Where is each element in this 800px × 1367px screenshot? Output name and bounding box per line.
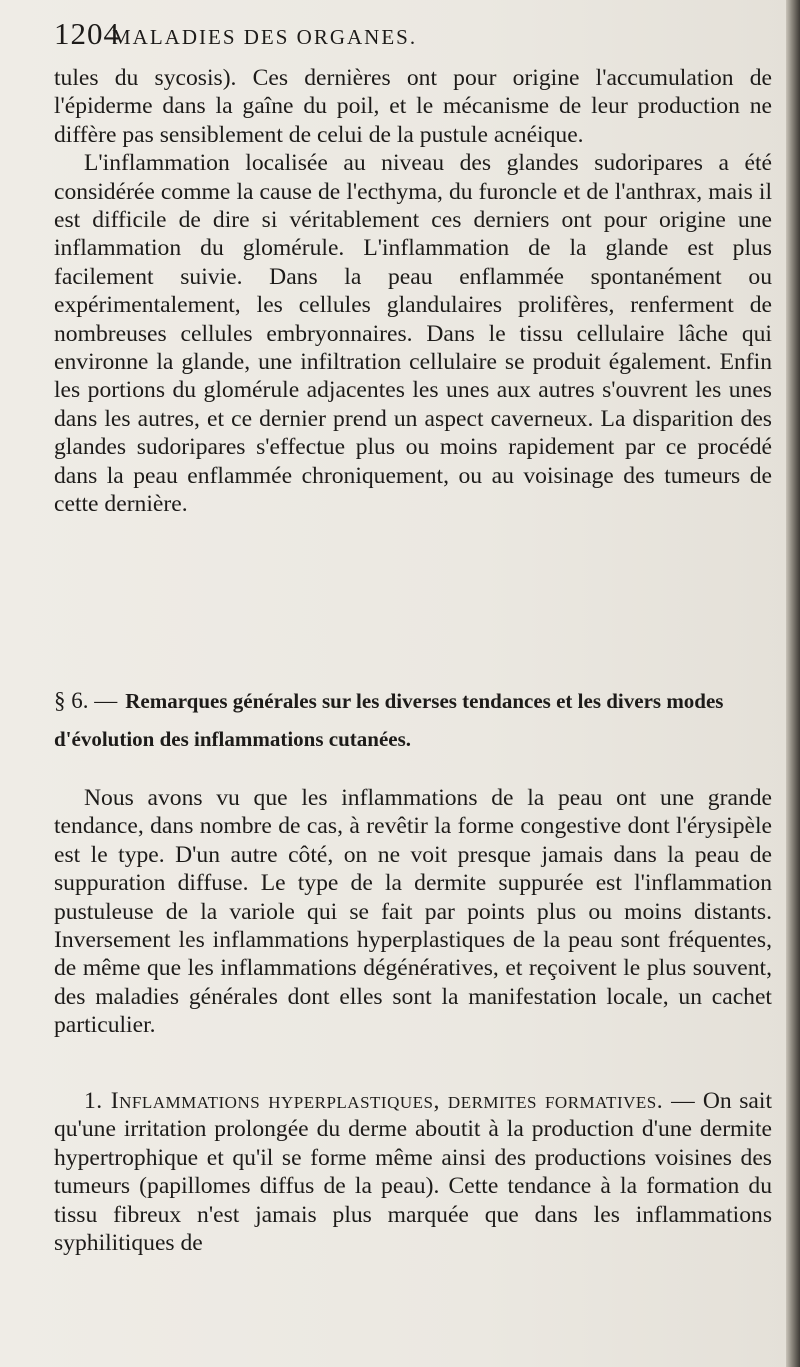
subsection-lead: 1. Inflammations hyperplastiques, dermites formatives. — bbox=[84, 1088, 696, 1114]
running-title: MALADIES DES ORGANES. bbox=[112, 25, 418, 49]
paragraph-tendances: Nous avons vu que les inflammations de la peau ont une grande tendance, dans nombre de cas, à revêtir la forme congestive dont l'érysipèle est le type. D'un autre côté, on ne voit presque jamais dans la peau de suppuration diffuse. Le type de la dermite suppurée est l'inflammation pustuleuse de la variole qui se fait par points plus ou moins distants. Inversement les inflammations hyperplastiques de la peau sont fréquentes, de même que les inflammations dégénératives, et reçoivent le plus souvent, des maladies générales dont elles sont la manifestation locale, un cachet particulier. bbox=[54, 785, 772, 1039]
section-heading bbox=[54, 682, 772, 758]
section-number: § 6. — bbox=[54, 688, 118, 713]
page-number: 1204 bbox=[54, 16, 120, 51]
paragraph-inflammation-glandes: L'inflammation localisée au niveau des glandes sudoripares a été considérée comme la cause de l'ecthyma, du furoncle et de l'anthrax, mais il est difficile de dire si véritablement ces derniers ont pour origine une inflammation du glomérule. L'inflammation de la glande est plus facilement suivie. Dans la peau enflammée spontanément ou expérimentalement, les cellules glandulaires prolifères, renferment de nombreuses cellules embryonnaires. Dans le tissu cellulaire lâche qui environne la glande, une infiltration cellulaire se produit également. Enfin les portions du glomérule adjacentes les unes aux autres s'ouvrent les unes dans les autres, et ce dernier prend un aspect caverneux. La disparition des glandes sudoripares s'effectue plus ou moins rapidement par ce procédé dans la peau enflammée chroniquement, ou au voisinage des tumeurs de cette dernière. bbox=[54, 150, 772, 518]
subsection-text: On sait qu'une irritation prolongée du derme aboutit à la production d'une dermite hypertrophique et qu'il se forme même ainsi des productions voisines des tumeurs (papillomes diffus de la peau). Cette tendance à la formation du tissu fibreux n'est jamais plus marquée que dans les inflammations syphilitiques de bbox=[54, 1088, 772, 1257]
paragraph-glandes-sudoripares bbox=[54, 64, 772, 519]
paragraph-inflammations-hyperplastiques bbox=[54, 1087, 772, 1257]
page-header bbox=[54, 14, 774, 54]
paragraph-continuation: tules du sycosis). Ces dernières ont pour origine l'accumulation de l'épiderme dans la gaîne du poil, et le mécanisme de leur production ne diffère pas sensiblement de celui de la pustule acnéique. bbox=[54, 65, 772, 148]
page-gutter-shadow bbox=[786, 0, 800, 1367]
section-title: Remarques générales sur les diverses tendances et les divers modes d'évolution des inflammations cutanées. bbox=[54, 689, 724, 751]
